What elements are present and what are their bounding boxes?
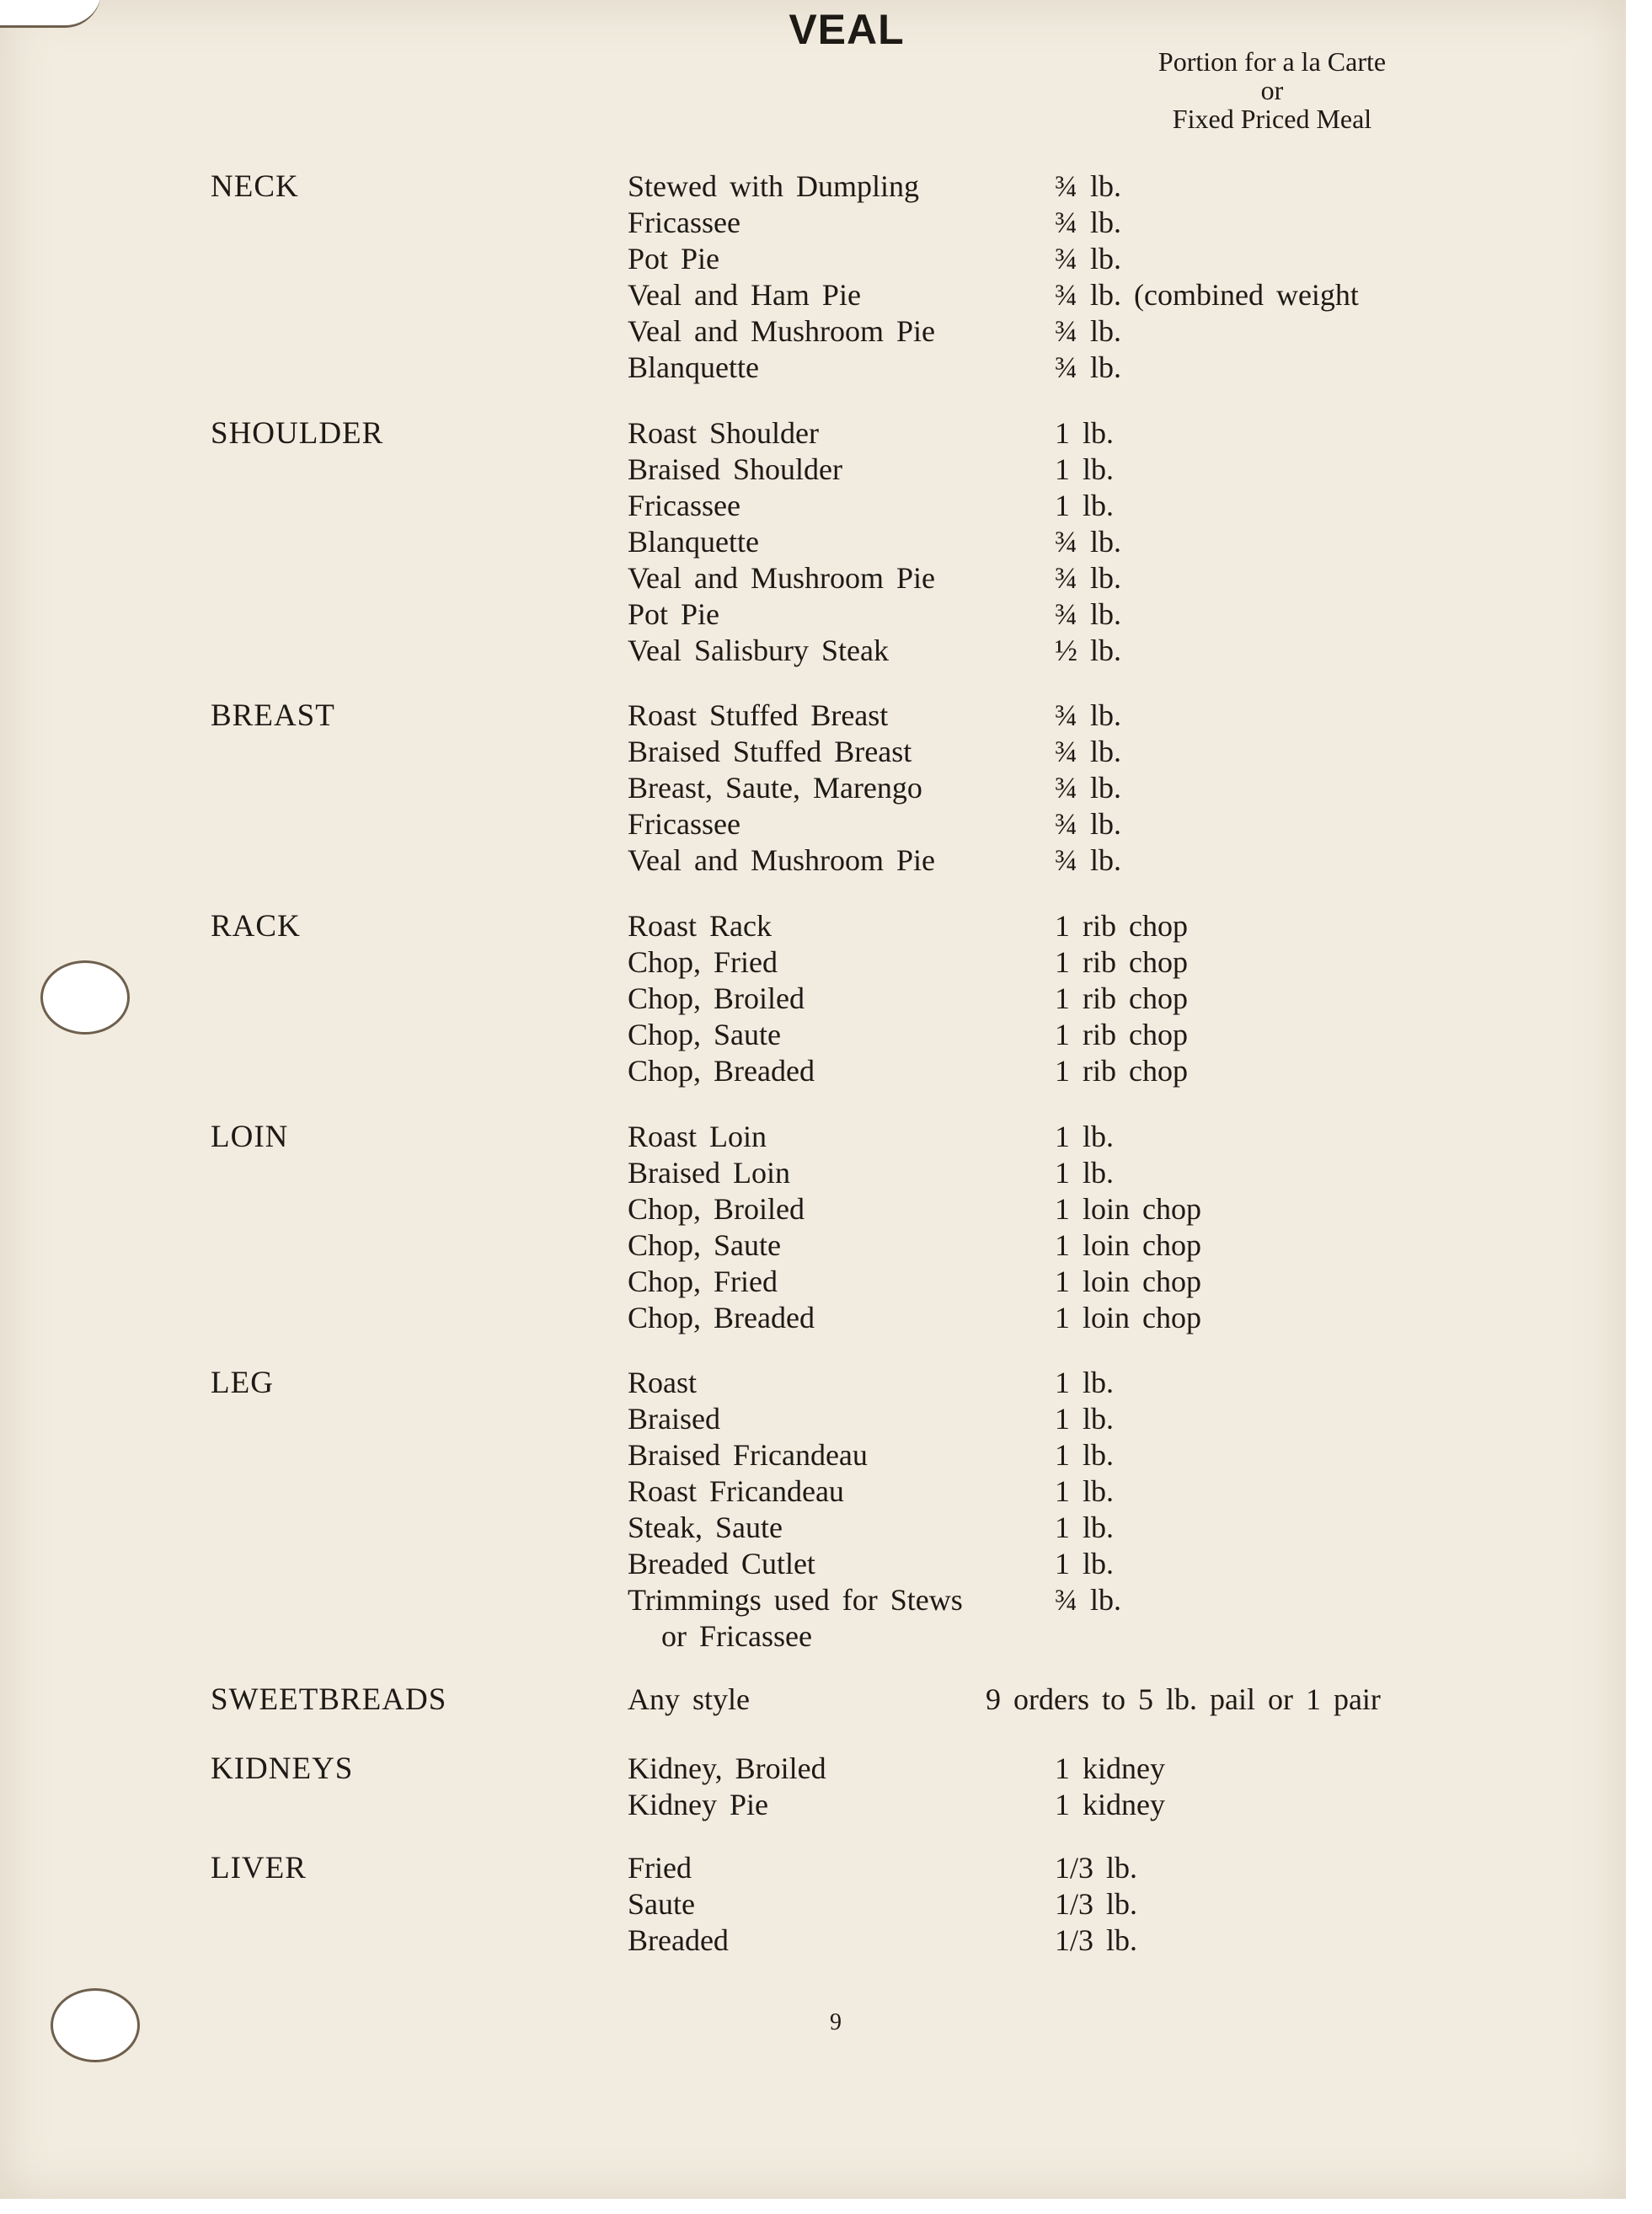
dish-name: Roast Rack: [628, 909, 772, 943]
portion-size: 1/3 lb.: [1055, 1923, 1138, 1957]
portion-size: 1 rib chop: [1055, 909, 1188, 943]
table-row: [0, 1017, 1626, 1054]
dish-name: Braised: [628, 1402, 720, 1436]
cut-label: SWEETBREADS: [211, 1682, 447, 1717]
portion-size: ¾ lb.: [1055, 350, 1122, 384]
portion-header-line: Fixed Priced Meal: [1172, 104, 1372, 134]
table-row: [0, 524, 1626, 561]
dish-name: Chop, Saute: [628, 1228, 781, 1262]
portion-size: 1 rib chop: [1055, 945, 1188, 979]
dish-name: Trimmings used for Stews: [628, 1583, 963, 1617]
table-row: [0, 1300, 1626, 1337]
dish-name: Chop, Broiled: [628, 1192, 805, 1226]
portion-size: 1 lb.: [1055, 1402, 1115, 1436]
portion-size: 1 lb.: [1055, 1120, 1115, 1153]
portion-size: 1 kidney: [1055, 1751, 1165, 1785]
scan-margin: [0, 2199, 1652, 2214]
dish-name: Chop, Breaded: [628, 1301, 815, 1334]
portion-size: 9 orders to 5 lb. pail or 1 pair: [986, 1682, 1381, 1716]
portion-size: 1 kidney: [1055, 1788, 1165, 1821]
table-row: [0, 1119, 1626, 1156]
table-row: [0, 1787, 1626, 1824]
portion-size: 1 rib chop: [1055, 981, 1188, 1015]
dish-name: Braised Shoulder: [628, 452, 842, 486]
portion-size: ¾ lb.: [1055, 807, 1122, 841]
cut-label: LEG: [211, 1366, 274, 1400]
dish-name: Breast, Saute, Marengo: [628, 771, 922, 805]
dish-name: Veal and Ham Pie: [628, 278, 861, 312]
table-row: [0, 1401, 1626, 1438]
portion-size: 1 loin chop: [1055, 1301, 1201, 1334]
portion-size: 1 loin chop: [1055, 1265, 1201, 1298]
dish-name: Fricassee: [628, 807, 740, 841]
table-row: [0, 1155, 1626, 1192]
table-row: [0, 1510, 1626, 1547]
page-title: VEAL: [789, 6, 905, 53]
portion-header-line: Portion for a la Carte: [1157, 46, 1387, 77]
portion-header-line: or: [1260, 75, 1284, 105]
table-row: [0, 277, 1626, 314]
portion-size: 1 lb.: [1055, 1156, 1115, 1190]
table-row: [0, 1264, 1626, 1301]
portion-size: 1 loin chop: [1055, 1192, 1201, 1226]
dish-name: Stewed with Dumpling: [628, 169, 919, 203]
portion-size: ¾ lb.: [1055, 698, 1122, 732]
table-row: [0, 1751, 1626, 1788]
dish-name: Kidney, Broiled: [628, 1751, 826, 1785]
portion-size: ¾ lb.: [1055, 314, 1122, 348]
dish-name: Braised Fricandeau: [628, 1438, 868, 1472]
table-row: [0, 415, 1626, 452]
table-row: [0, 1618, 1626, 1655]
table-row: [0, 1053, 1626, 1090]
table-row: [0, 1850, 1626, 1887]
portion-size: 1 lb.: [1055, 489, 1115, 522]
dish-name: Fried: [628, 1851, 692, 1885]
dish-name: Braised Stuffed Breast: [628, 735, 912, 768]
portion-size: 1 lb.: [1055, 1366, 1115, 1399]
dish-name: Kidney Pie: [628, 1788, 768, 1821]
portion-size: ¾ lb.: [1055, 597, 1122, 631]
table-row: [0, 1437, 1626, 1474]
table-row: [0, 698, 1626, 735]
portion-size: ¾ lb.: [1055, 206, 1122, 239]
dish-name: Roast: [628, 1366, 698, 1399]
table-row: [0, 560, 1626, 597]
cut-label: NECK: [211, 169, 299, 204]
portion-size: 1 lb.: [1055, 416, 1115, 450]
portion-size: 1 rib chop: [1055, 1054, 1188, 1088]
portion-size: 1/3 lb.: [1055, 1851, 1138, 1885]
table-row: [0, 488, 1626, 525]
page-number: 9: [830, 2009, 842, 2035]
dish-name: Roast Fricandeau: [628, 1474, 844, 1508]
table-row: [0, 350, 1626, 387]
scan-margin: [1626, 0, 1652, 2214]
table-row: [0, 1582, 1626, 1619]
dish-name: Saute: [628, 1887, 695, 1921]
dish-name: Steak, Saute: [628, 1511, 783, 1544]
dish-name: Pot Pie: [628, 597, 720, 631]
portion-size: ¾ lb.: [1055, 561, 1122, 595]
table-row: [0, 168, 1626, 206]
table-row: [0, 1923, 1626, 1960]
cut-label: RACK: [211, 909, 301, 944]
portion-size: ¾ lb.: [1055, 525, 1122, 559]
portion-size: ¾ lb.: [1055, 771, 1122, 805]
portion-size: 1 lb.: [1055, 1511, 1115, 1544]
dish-name: Blanquette: [628, 350, 759, 384]
table-row: [0, 313, 1626, 350]
cut-label: LIVER: [211, 1851, 307, 1885]
dish-name: Chop, Fried: [628, 945, 778, 979]
dish-name: Chop, Breaded: [628, 1054, 815, 1088]
portion-size: 1/3 lb.: [1055, 1887, 1138, 1921]
portion-size: 1 lb.: [1055, 1474, 1115, 1508]
table-row: [0, 452, 1626, 489]
portion-size: 1 lb.: [1055, 1438, 1115, 1472]
table-row: [0, 1473, 1626, 1511]
table-row: [0, 241, 1626, 278]
portion-size: ¾ lb.: [1055, 242, 1122, 275]
dish-name: or Fricassee: [661, 1619, 812, 1653]
dish-name: Chop, Broiled: [628, 981, 805, 1015]
portion-size: ¾ lb.: [1055, 735, 1122, 768]
table-row: [0, 944, 1626, 981]
dish-name: Veal and Mushroom Pie: [628, 314, 935, 348]
cut-label: LOIN: [211, 1120, 289, 1154]
table-row: [0, 842, 1626, 880]
portion-size: ¾ lb.: [1055, 169, 1122, 203]
table-row: [0, 908, 1626, 945]
dish-name: Veal Salisbury Steak: [628, 634, 889, 667]
dish-name: Breaded: [628, 1923, 729, 1957]
portion-column-header: [1061, 47, 1483, 133]
table-row: [0, 734, 1626, 771]
dish-name: Roast Shoulder: [628, 416, 819, 450]
dish-name: Breaded Cutlet: [628, 1547, 815, 1580]
table-row: [0, 205, 1626, 242]
dish-name: Blanquette: [628, 525, 759, 559]
table-row: [0, 981, 1626, 1018]
table-row: [0, 633, 1626, 670]
dish-name: Any style: [628, 1682, 750, 1716]
dish-name: Roast Loin: [628, 1120, 767, 1153]
dish-name: Fricassee: [628, 489, 740, 522]
dish-name: Chop, Fried: [628, 1265, 778, 1298]
table-row: [0, 1682, 1626, 1719]
dish-name: Chop, Saute: [628, 1018, 781, 1051]
table-row: [0, 1191, 1626, 1228]
cut-label: BREAST: [211, 698, 335, 733]
table-row: [0, 1546, 1626, 1583]
portion-size: ¾ lb.: [1055, 1583, 1122, 1617]
portion-size: 1 lb.: [1055, 1547, 1115, 1580]
portion-size: 1 rib chop: [1055, 1018, 1188, 1051]
portion-size: 1 loin chop: [1055, 1228, 1201, 1262]
portion-size: ½ lb.: [1055, 634, 1122, 667]
dish-name: Roast Stuffed Breast: [628, 698, 889, 732]
dish-name: Braised Loin: [628, 1156, 790, 1190]
binder-hole-icon: [51, 1988, 140, 2062]
cut-label: SHOULDER: [211, 416, 384, 451]
table-row: [0, 770, 1626, 807]
table-row: [0, 1886, 1626, 1923]
dish-name: Veal and Mushroom Pie: [628, 561, 935, 595]
dish-name: Fricassee: [628, 206, 740, 239]
portion-size: 1 lb.: [1055, 452, 1115, 486]
cut-label: KIDNEYS: [211, 1751, 354, 1786]
table-row: [0, 596, 1626, 634]
dish-name: Veal and Mushroom Pie: [628, 843, 935, 877]
table-row: [0, 1365, 1626, 1402]
dish-name: Pot Pie: [628, 242, 720, 275]
portion-size: ¾ lb. (combined weight: [1055, 278, 1359, 312]
table-row: [0, 806, 1626, 843]
portion-size: ¾ lb.: [1055, 843, 1122, 877]
table-row: [0, 1227, 1626, 1265]
